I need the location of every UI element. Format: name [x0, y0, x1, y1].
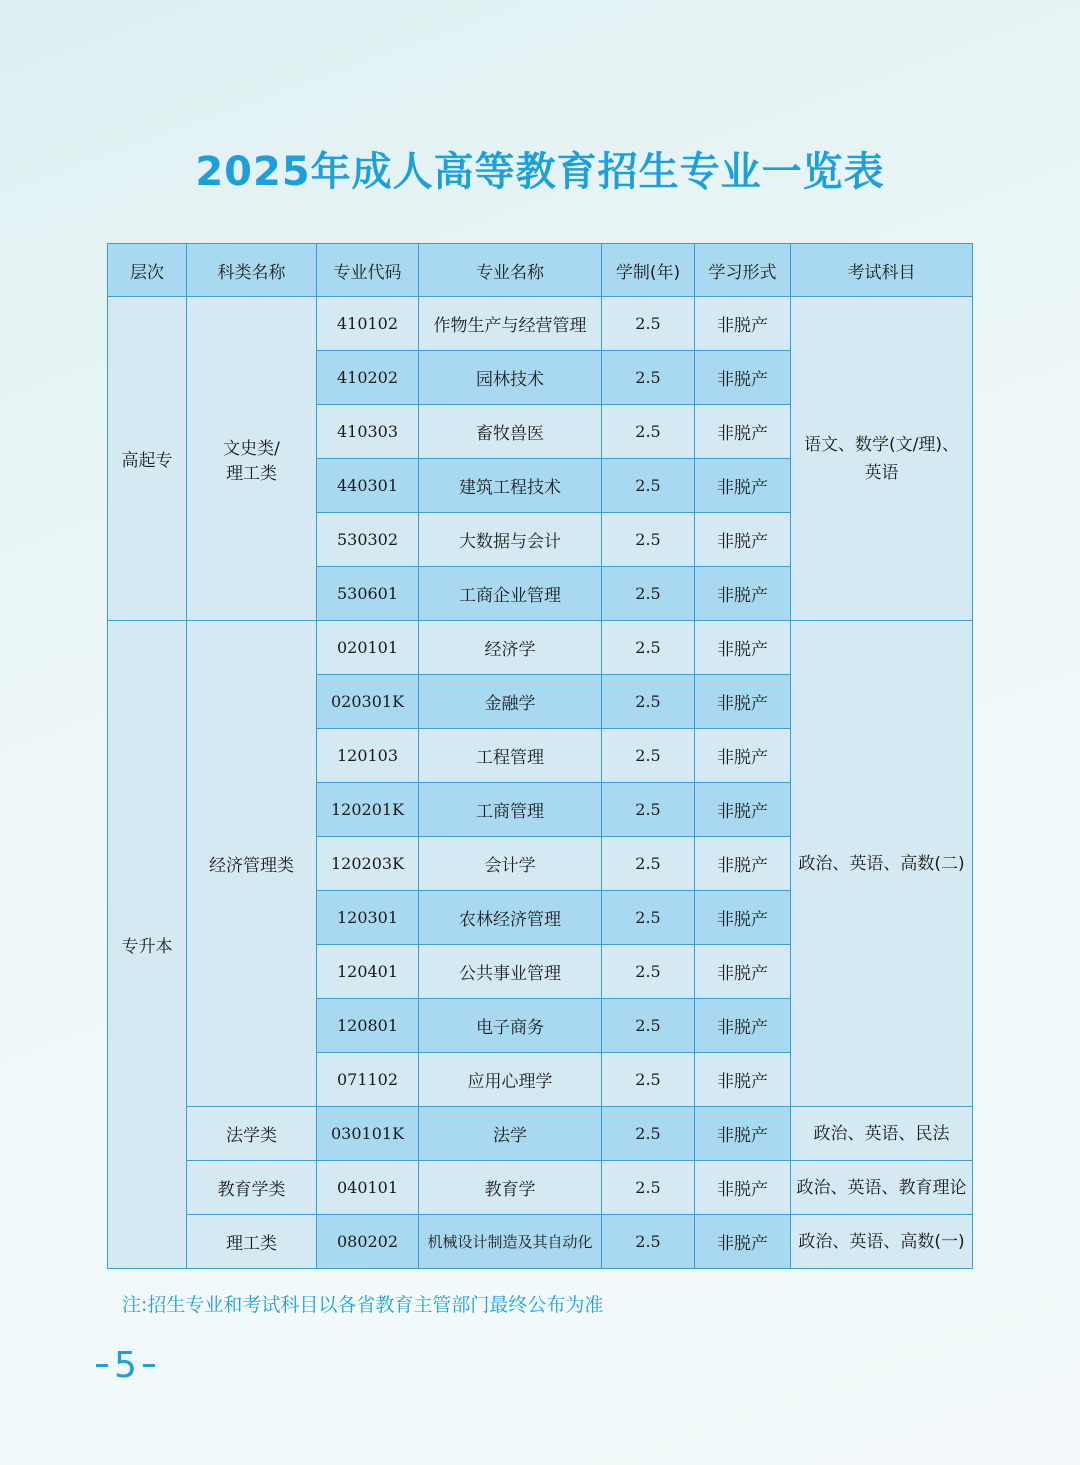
major-name-cell: 教育学 [419, 1161, 602, 1215]
table-header-row [108, 244, 973, 297]
header-level: 层次 [108, 244, 187, 297]
study-form-cell: 非脱产 [695, 783, 791, 837]
major-code-cell: 071102 [317, 1053, 419, 1107]
major-code-cell: 530601 [317, 567, 419, 621]
major-name-cell: 农林经济管理 [419, 891, 602, 945]
major-code-cell: 120201K [317, 783, 419, 837]
major-name-cell: 公共事业管理 [419, 945, 602, 999]
category-cell: 理工类 [187, 1215, 317, 1269]
major-name-cell: 应用心理学 [419, 1053, 602, 1107]
study-form-cell: 非脱产 [695, 297, 791, 351]
study-form-cell: 非脱产 [695, 1215, 791, 1269]
header-years: 学制(年) [602, 244, 695, 297]
table-row [108, 1215, 973, 1269]
duration-cell: 2.5 [602, 1161, 695, 1215]
page-title: 2025年成人高等教育招生专业一览表 [195, 149, 885, 195]
duration-cell: 2.5 [602, 405, 695, 459]
study-form-cell: 非脱产 [695, 459, 791, 513]
table-row [108, 297, 973, 351]
page-number-value: 5 [114, 1345, 137, 1386]
duration-cell: 2.5 [602, 351, 695, 405]
study-form-cell: 非脱产 [695, 621, 791, 675]
major-name-cell: 工商企业管理 [419, 567, 602, 621]
header-major: 专业名称 [419, 244, 602, 297]
study-form-cell: 非脱产 [695, 1107, 791, 1161]
major-code-cell: 410102 [317, 297, 419, 351]
study-form-cell: 非脱产 [695, 891, 791, 945]
major-name-cell: 畜牧兽医 [419, 405, 602, 459]
table-row [108, 621, 973, 675]
study-form-cell: 非脱产 [695, 945, 791, 999]
major-name-cell: 工商管理 [419, 783, 602, 837]
study-form-cell: 非脱产 [695, 351, 791, 405]
header-form: 学习形式 [695, 244, 791, 297]
major-name-cell: 机械设计制造及其自动化 [419, 1215, 602, 1269]
study-form-cell: 非脱产 [695, 837, 791, 891]
study-form-cell: 非脱产 [695, 999, 791, 1053]
study-form-cell: 非脱产 [695, 567, 791, 621]
duration-cell: 2.5 [602, 675, 695, 729]
major-name-cell: 会计学 [419, 837, 602, 891]
major-code-cell: 410303 [317, 405, 419, 459]
level-cell: 专升本 [108, 621, 187, 1269]
major-code-cell: 410202 [317, 351, 419, 405]
exam-subjects-cell: 语文、数学(文/理)、 英语 [791, 297, 973, 621]
duration-cell: 2.5 [602, 999, 695, 1053]
category-cell: 经济管理类 [187, 621, 317, 1107]
exam-subjects-cell: 政治、英语、教育理论 [791, 1161, 973, 1215]
major-code-cell: 120103 [317, 729, 419, 783]
duration-cell: 2.5 [602, 297, 695, 351]
page-number [96, 1345, 155, 1386]
table-row [108, 1107, 973, 1161]
study-form-cell: 非脱产 [695, 1161, 791, 1215]
duration-cell: 2.5 [602, 567, 695, 621]
majors-table [107, 243, 973, 1269]
major-code-cell: 020301K [317, 675, 419, 729]
level-cell: 高起专 [108, 297, 187, 621]
duration-cell: 2.5 [602, 1107, 695, 1161]
major-name-cell: 园林技术 [419, 351, 602, 405]
major-name-cell: 金融学 [419, 675, 602, 729]
major-name-cell: 建筑工程技术 [419, 459, 602, 513]
duration-cell: 2.5 [602, 945, 695, 999]
duration-cell: 2.5 [602, 729, 695, 783]
duration-cell: 2.5 [602, 783, 695, 837]
major-code-cell: 030101K [317, 1107, 419, 1161]
footnote: 注:招生专业和考试科目以各省教育主管部门最终公布为准 [122, 1294, 604, 1316]
table-row [108, 1161, 973, 1215]
study-form-cell: 非脱产 [695, 513, 791, 567]
major-code-cell: 040101 [317, 1161, 419, 1215]
major-code-cell: 120301 [317, 891, 419, 945]
category-cell: 教育学类 [187, 1161, 317, 1215]
major-name-cell: 电子商务 [419, 999, 602, 1053]
duration-cell: 2.5 [602, 837, 695, 891]
page-number-dash-left [96, 1364, 108, 1367]
major-code-cell: 530302 [317, 513, 419, 567]
major-name-cell: 作物生产与经营管理 [419, 297, 602, 351]
exam-subjects-cell: 政治、英语、民法 [791, 1107, 973, 1161]
major-code-cell: 120203K [317, 837, 419, 891]
duration-cell: 2.5 [602, 891, 695, 945]
header-code: 专业代码 [317, 244, 419, 297]
major-name-cell: 经济学 [419, 621, 602, 675]
major-name-cell: 大数据与会计 [419, 513, 602, 567]
duration-cell: 2.5 [602, 513, 695, 567]
header-category: 科类名称 [187, 244, 317, 297]
exam-subjects-cell: 政治、英语、高数(一) [791, 1215, 973, 1269]
header-exam: 考试科目 [791, 244, 973, 297]
major-name-cell: 工程管理 [419, 729, 602, 783]
duration-cell: 2.5 [602, 1215, 695, 1269]
major-code-cell: 020101 [317, 621, 419, 675]
category-cell: 法学类 [187, 1107, 317, 1161]
category-cell: 文史类/ 理工类 [187, 297, 317, 621]
page-number-dash-right [143, 1364, 155, 1367]
duration-cell: 2.5 [602, 621, 695, 675]
duration-cell: 2.5 [602, 459, 695, 513]
study-form-cell: 非脱产 [695, 729, 791, 783]
major-code-cell: 120401 [317, 945, 419, 999]
major-name-cell: 法学 [419, 1107, 602, 1161]
major-code-cell: 440301 [317, 459, 419, 513]
study-form-cell: 非脱产 [695, 675, 791, 729]
major-code-cell: 120801 [317, 999, 419, 1053]
exam-subjects-cell: 政治、英语、高数(二) [791, 621, 973, 1107]
duration-cell: 2.5 [602, 1053, 695, 1107]
major-code-cell: 080202 [317, 1215, 419, 1269]
study-form-cell: 非脱产 [695, 1053, 791, 1107]
study-form-cell: 非脱产 [695, 405, 791, 459]
